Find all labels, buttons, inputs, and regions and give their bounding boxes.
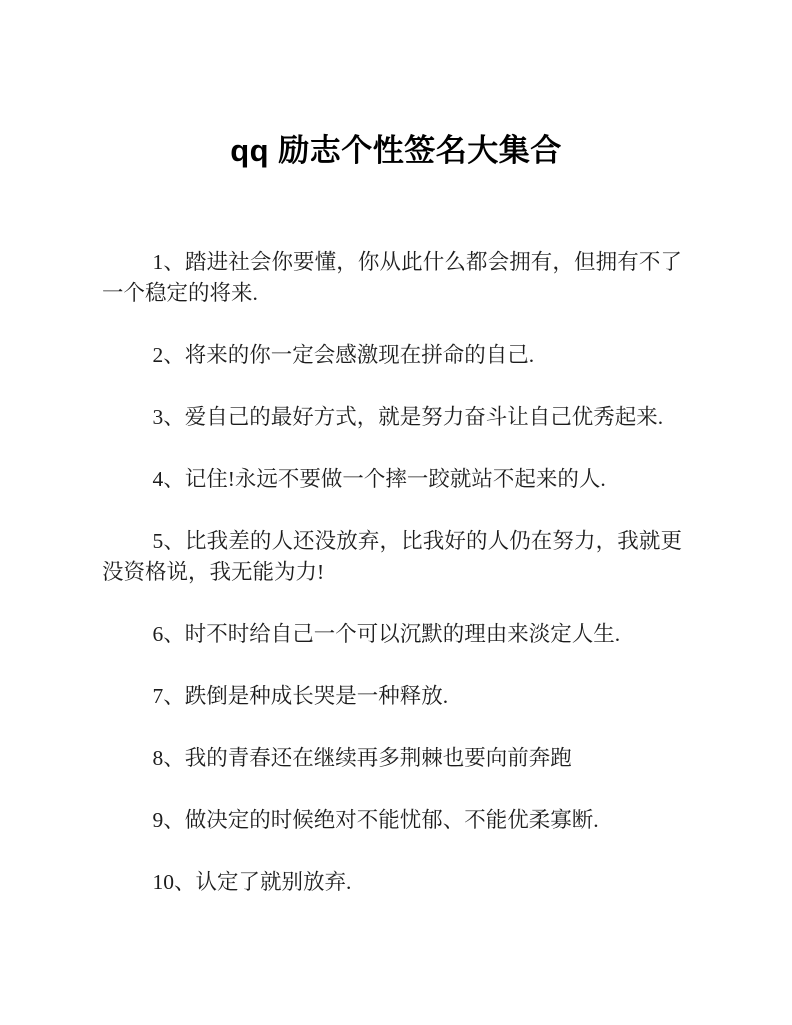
signature-item-10: 10、认定了就别放弃.	[152, 870, 352, 894]
signature-item-5: 5、比我差的人还没放弃，比我好的人仍在努力，我就更没资格说，我无能为力!	[102, 529, 682, 584]
signature-item-4: 4、记住!永远不要做一个摔一跤就站不起来的人.	[152, 467, 606, 491]
signature-item-6: 6、时不时给自己一个可以沉默的理由来淡定人生.	[152, 622, 621, 646]
signature-list	[102, 247, 682, 898]
signature-item-7: 7、跌倒是种成长哭是一种释放.	[152, 684, 449, 708]
signature-item-1: 1、踏进社会你要懂，你从此什么都会拥有，但拥有不了一个稳定的将来.	[102, 250, 682, 305]
signature-item-8: 8、我的青春还在继续再多荆棘也要向前奔跑	[152, 746, 572, 770]
signature-item-9: 9、做决定的时候绝对不能忧郁、不能优柔寡断.	[152, 808, 599, 832]
signature-item-2: 2、将来的你一定会感激现在拼命的自己.	[152, 343, 535, 367]
signature-item-3: 3、爱自己的最好方式，就是努力奋斗让自己优秀起来.	[152, 405, 664, 429]
document-title: qq 励志个性签名大集合	[230, 133, 562, 168]
